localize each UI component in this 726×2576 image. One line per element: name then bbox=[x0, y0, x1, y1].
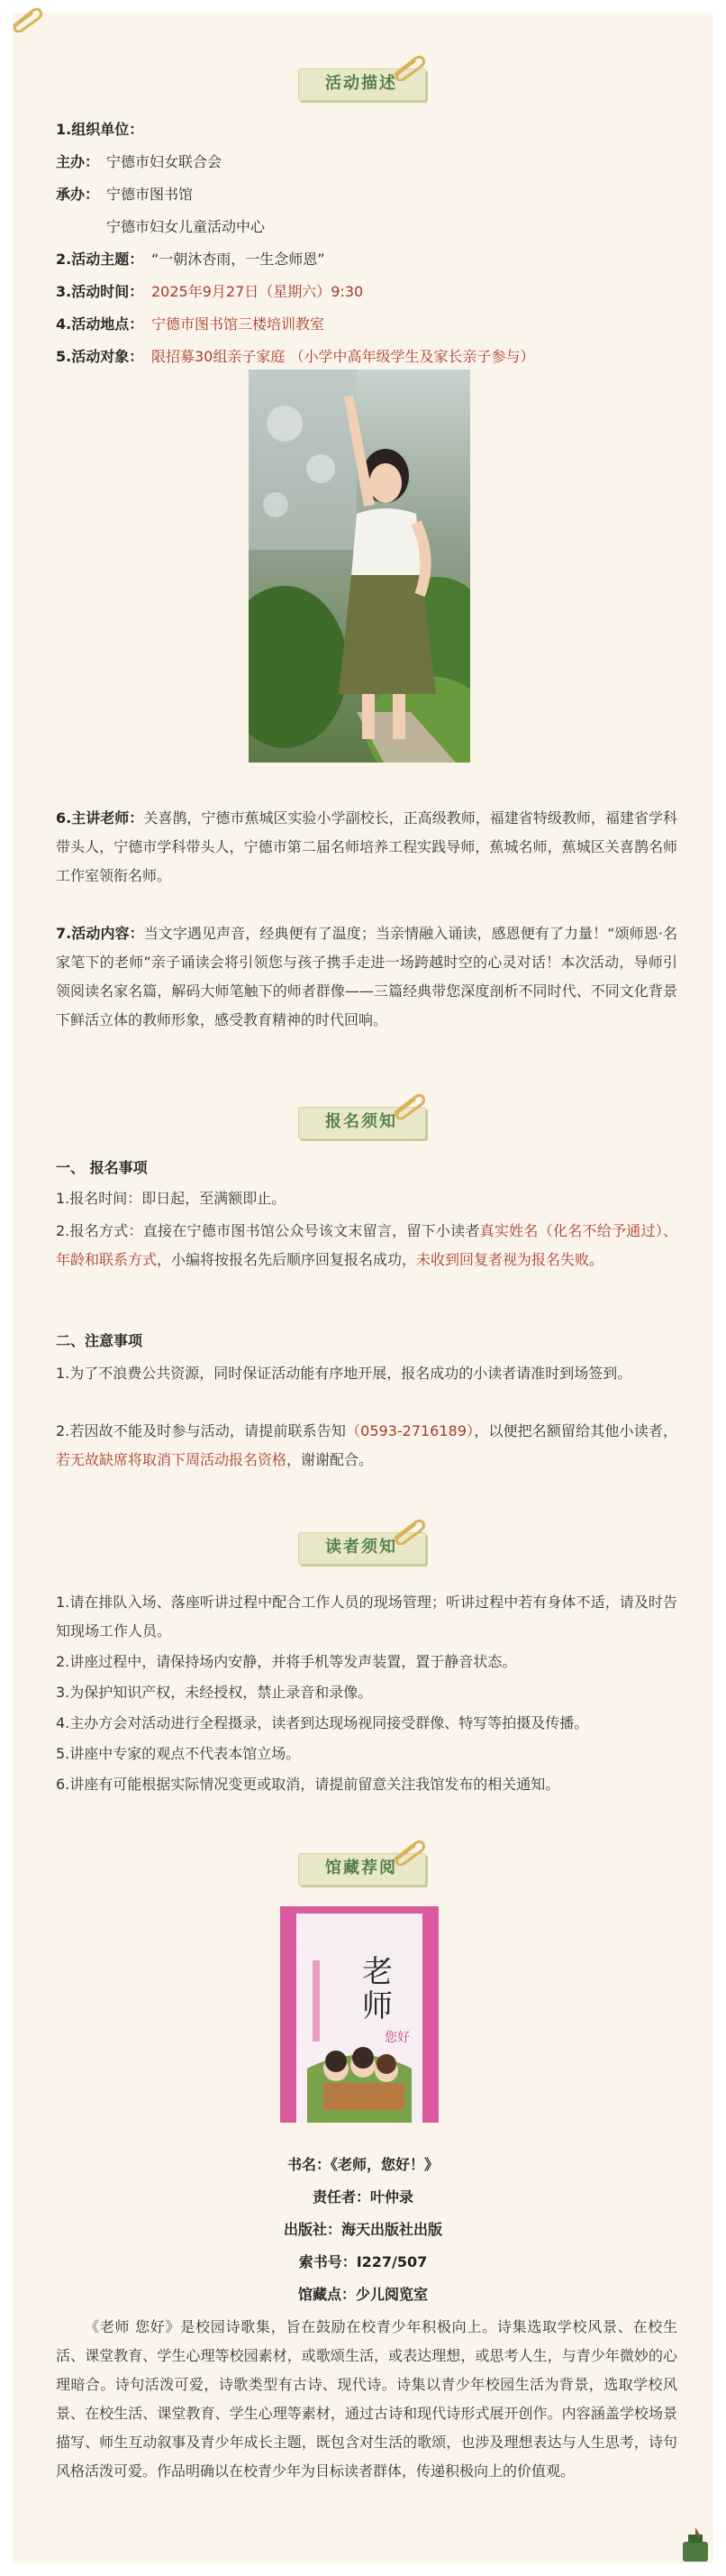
book-cover bbox=[280, 1906, 439, 2123]
register-method-required: 真实姓名（化名不给予通过）、年龄和联系方式 bbox=[56, 1222, 677, 1268]
reader-item-4: 4.主办方会对活动进行全程摄录，读者到达现场视同接受群像、特写等拍摄及传播。 bbox=[56, 1714, 589, 1731]
section-title-register: 报名须知 bbox=[325, 1112, 397, 1131]
register-heading-2: 二、注意事项 bbox=[56, 1332, 143, 1349]
book-callno: I227/507 bbox=[356, 2253, 428, 2270]
time-value: 2025年9月27日（星期六）9:30 bbox=[151, 283, 364, 300]
book-author-label: 责任者： bbox=[312, 2188, 370, 2206]
book-callno-line bbox=[0, 2252, 726, 2273]
book-callno-label: 索书号： bbox=[298, 2253, 357, 2270]
speaker-photo bbox=[249, 370, 470, 763]
teacher-paragraph bbox=[56, 804, 677, 891]
phone-number: （0593-2716189） bbox=[346, 1422, 475, 1439]
teacher-text: 关喜鹊，宁德市蕉城区实验小学副校长，正高级教师，福建省特级教师，福建省学科带头人，宁德市学科带头人，宁德市第二届名师培养工程实践导师，蕉城名师，蕉城区关喜鹊名师工作室领衔名师。 bbox=[56, 809, 677, 884]
theme-label: 2.活动主题： bbox=[56, 251, 144, 268]
cover-title-2: 师 bbox=[362, 1988, 393, 2024]
book-publisher: 海天出版社出版 bbox=[341, 2221, 443, 2238]
place-value: 宁德市图书馆三楼培训教室 bbox=[151, 315, 325, 333]
section-title-reader: 读者须知 bbox=[325, 1538, 397, 1557]
book-author-line bbox=[0, 2187, 726, 2208]
cover-title-3: 您好 bbox=[385, 2031, 410, 2045]
paperclip-icon bbox=[390, 1516, 430, 1545]
register-method-text-2: ，小编将按报名先后顺序回复报名成功， bbox=[157, 1251, 417, 1268]
notice-2-warning: 若无故缺席将取消下周活动报名资格 bbox=[56, 1451, 287, 1468]
teacher-label: 6.主讲老师： bbox=[56, 809, 144, 827]
register-method bbox=[56, 1217, 677, 1274]
register-method-end: 。 bbox=[589, 1251, 604, 1268]
section-badge-activity bbox=[298, 61, 435, 99]
org-label: 1.组织单位： bbox=[56, 121, 144, 138]
reader-item-2: 2.讲座过程中，请保持场内安静，并将手机等发声装置，置于静音状态。 bbox=[56, 1653, 517, 1670]
target-label: 5.活动对象： bbox=[56, 348, 144, 365]
cover-title-1: 老 bbox=[362, 1954, 393, 1990]
reader-item-3: 3.为保护知识产权，未经授权，禁止录音和录像。 bbox=[56, 1684, 373, 1701]
host-label: 主办： bbox=[56, 153, 100, 170]
undertake-label: 承办： bbox=[56, 186, 100, 203]
content-paragraph bbox=[56, 919, 677, 1035]
book-location-line bbox=[0, 2284, 726, 2306]
paperclip-icon bbox=[390, 1091, 430, 1119]
register-time: 1.报名时间：即日起，至满额即止。 bbox=[56, 1190, 286, 1207]
book-title: 《老师，您好！》 bbox=[331, 2156, 440, 2173]
time-label: 3.活动时间： bbox=[56, 283, 144, 300]
book-location-label: 馆藏点： bbox=[297, 2286, 356, 2303]
section-badge-reader bbox=[298, 1525, 435, 1563]
section-title-activity: 活动描述 bbox=[325, 74, 397, 93]
paperclip-icon bbox=[390, 52, 430, 81]
book-location: 少儿阅览室 bbox=[356, 2286, 429, 2303]
paperclip-icon bbox=[390, 1837, 430, 1866]
notice-2-end: ，谢谢配合。 bbox=[286, 1451, 374, 1468]
notice-1: 1.为了不浪费公共资源，同时保证活动能有序地开展，报名成功的小读者请准时到场签到。 bbox=[56, 1365, 632, 1382]
target-value: 限招募30组亲子家庭 （小学中高年级学生及家长亲子参与） bbox=[151, 348, 535, 365]
register-method-text: 2.报名方式：直接在宁德市图书馆公众号该文末留言，留下小读者 bbox=[56, 1222, 480, 1239]
register-method-warning: 未收到回复者视为报名失败 bbox=[416, 1251, 590, 1268]
notice-2-text-2: ，以便把名额留给其他小读者， bbox=[474, 1422, 677, 1439]
book-description: 《老师 您好》是校园诗歌集，旨在鼓励在校青少年积极向上。诗集选取学校风景、在校生活、课堂教育、学生心理等校园素材，或歌颂生活，或表达理想，或思考人生，与青少年微妙的心理暗合。诗句活泼可爱，诗歌类型有古诗、现代诗。诗集以青少年校园生活为背景，选取学校风景、在校生活、课堂教育、学生心理等素材，通过古诗和现代诗形式展开创作。内容涵盖学校场景描写、师生互动叙事及青少年成长主题，既包含对生活的歌颂，也涉及理想表达与人生思考，诗句风格活泼可爱。作品明确以在校青少年为目标读者群体，传递积极向上的价值观。 bbox=[56, 2318, 677, 2480]
notice-2-text: 2.若因故不能及时参与活动，请提前联系告知 bbox=[56, 1422, 347, 1439]
book-publisher-line bbox=[0, 2219, 726, 2241]
register-heading-1: 一、 报名事项 bbox=[56, 1159, 148, 1176]
reader-item-5: 5.讲座中专家的观点不代表本馆立场。 bbox=[56, 1745, 301, 1762]
book-publisher-label: 出版社： bbox=[283, 2221, 341, 2238]
reader-item-1: 1.请在排队入场、落座听讲过程中配合工作人员的现场管理；听讲过程中若有身体不适，请及时告知现场工作人员。 bbox=[56, 1594, 677, 1640]
place-label: 4.活动地点： bbox=[56, 315, 144, 333]
section-badge-register bbox=[298, 1100, 435, 1137]
section-badge-recommend bbox=[298, 1846, 435, 1884]
content-label: 7.活动内容： bbox=[56, 925, 144, 942]
undertake-value-1: 宁德市图书馆 bbox=[106, 186, 194, 203]
book-author: 叶仲录 bbox=[370, 2188, 414, 2206]
undertake-value-2: 宁德市妇女儿童活动中心 bbox=[106, 218, 266, 235]
book-title-label: 书名： bbox=[286, 2156, 331, 2173]
paperclip-icon bbox=[9, 5, 45, 32]
theme-value: “一朝沐杏雨，一生念师恩” bbox=[151, 251, 325, 268]
section-title-recommend: 馆藏荐阅 bbox=[325, 1859, 397, 1877]
reader-item-6: 6.讲座有可能根据实际情况变更或取消，请提前留意关注我馆发布的相关通知。 bbox=[56, 1776, 560, 1793]
notice-2 bbox=[56, 1417, 677, 1475]
book-title-line bbox=[0, 2154, 726, 2176]
content-text: 当文字遇见声音，经典便有了温度；当亲情融入诵读，感恩便有了力量！“颂师恩·名家笔下的老师”亲子诵读会将引领您与孩子携手走进一场跨越时空的心灵对话！本次活动，导师引领阅读名家名篇，解码大师笔触下的师者群像——三篇经典带您深度剖析不同时代、不同文化背景下鲜活立体的教师形象，感受教育精神的时代回响。 bbox=[56, 925, 677, 1028]
host-value: 宁德市妇女联合会 bbox=[106, 153, 222, 170]
ink-bottle-icon bbox=[677, 2526, 713, 2565]
